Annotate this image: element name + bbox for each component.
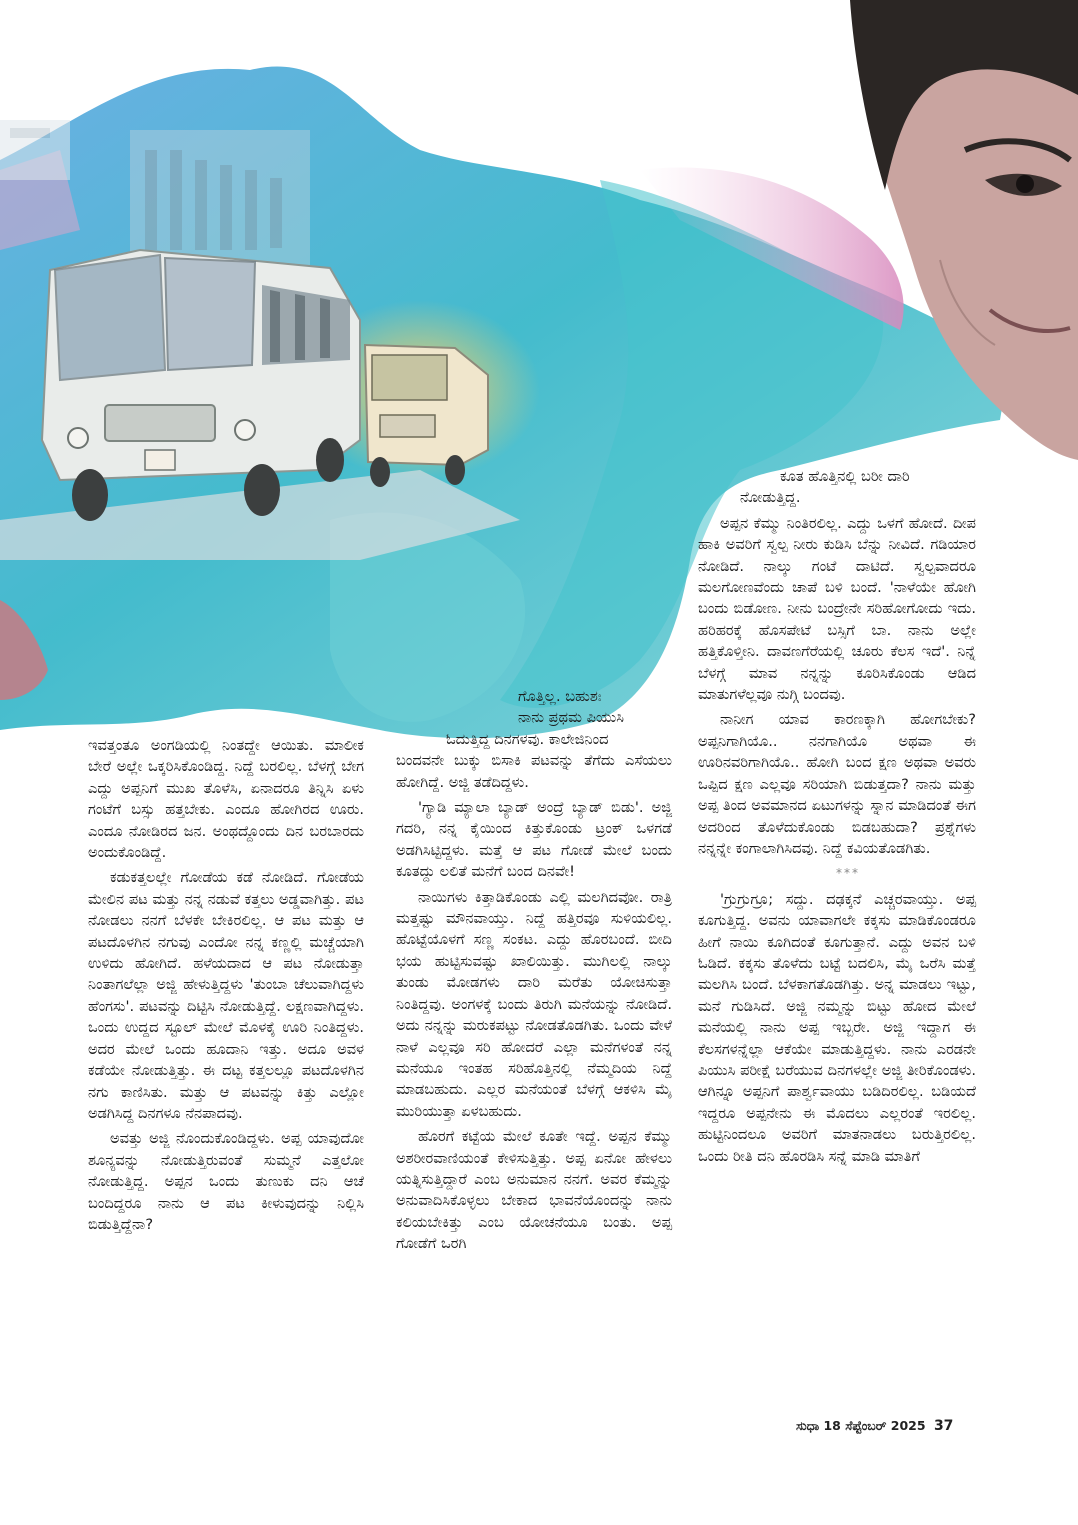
paragraph: ನಾನೀಗ ಯಾವ ಕಾರಣಕ್ಕಾಗಿ ಹೋಗಬೇಕು? ಅಪ್ಪನಿಗಾಗಿಯೊ.. ನನಗಾಗಿಯೊ ಅಥವಾ ಈ ಊರಿನವರಿಗಾಗಿಯೊ.. ಹೋಗಿ ಬಂದ ಕ್ಷಣ ಅಥವಾ ಅವರು ಒಪ್ಪಿದ ಕ್ಷಣ ಎಲ್ಲವೂ ಸರಿಯಾಗಿ ಬಿಡುತ್ತದಾ? ನಾನು ಮತ್ತು ಅಪ್ಪ ತಿಂದ ಅವಮಾನದ ಏಟುಗಳನ್ನು ಸ್ನಾನ ಮಾಡಿದಂತೆ ಈಗ ಅದರಿಂದ ತೊಳೆದುಕೊಂಡು ಬಿಡಬಹುದಾ? ಪ್ರಶ್ನೆಗಳು ನನ್ನನ್ನೇ ಕಂಗಾಲಾಗಿಸಿದವು. ನಿದ್ದೆ ಕವಿಯತೊಡಗಿತು.	[698, 711, 976, 857]
paragraph: ಹೊರಗೆ ಕಟ್ಟೆಯ ಮೇಲೆ ಕೂತೇ ಇದ್ದೆ. ಅಪ್ಪನ ಕೆಮ್ಮು ಅಶರೀರವಾಣಿಯಂತೆ ಕೇಳಿಸುತ್ತಿತ್ತು. ಅಪ್ಪ ಏನೋ ಹೇಳಲು ಯತ್ನಿಸುತ್ತಿದ್ದಾರೆ ಎಂಬ ಅನುಮಾನ ನನಗೆ. ಅವರ ಕೆಮ್ಮನ್ನು ಅನುವಾದಿಸಿಕೊಳ್ಳಲು ಬೇಕಾದ ಭಾವನೆಯೊಂದನ್ನು ನಾನು ಕಲಿಯಬೇಕಿತ್ತು ಎಂಬ ಯೋಚನೆಯೂ ಬಂತು. ಅಪ್ಪ ಗೋಡೆಗೆ ಒರಗಿ	[396, 1128, 672, 1253]
page-footer	[796, 1418, 953, 1434]
intro-line: ಓದುತ್ತಿದ್ದ ದಿನಗಳವು. ಕಾಲೇಜಿನಿಂದ	[446, 730, 609, 748]
intro-line: ನೋಡುತ್ತಿದ್ದ.	[740, 489, 801, 507]
intro-line: ಕೂತ ಹೊತ್ತಿನಲ್ಲಿ ಬರೀ ದಾರಿ	[780, 468, 910, 485]
intro-line: ನಾನು ಪ್ರಥಮ ಪಿಯುಸಿ	[518, 709, 624, 727]
page-number: 37	[933, 1418, 954, 1434]
paragraph: ಇವತ್ತಂತೂ ಅಂಗಡಿಯಲ್ಲಿ ನಿಂತದ್ದೇ ಆಯಿತು. ಮಾಲೀಕ ಬೇರೆ ಅಲ್ಲೇ ಒಕ್ಕರಿಸಿಕೊಂಡಿದ್ದ. ನಿದ್ದೆ ಬರಲಿಲ್ಲ. ಬೆಳಗ್ಗೆ ಬೇಗ ಎದ್ದು ಅಪ್ಪನಿಗೆ ಮುಖ ತೊಳೆಸಿ, ಏನಾದರೂ ತಿನ್ನಿಸಿ ಏಳು ಗಂಟೆಗೆ ಬಸ್ಸು ಹತ್ತಬೇಕು. ಎಂದೂ ಹೋಗಿರದ ಊರು. ಎಂದೂ ನೋಡಿರದ ಜನ. ಅಂಥದ್ದೊಂದು ದಿನ ಬರಬಾರದು ಅಂದುಕೊಂಡಿದ್ದೆ.	[88, 737, 364, 862]
section-separator: ***	[836, 866, 860, 881]
paragraph: ಕಡುಕತ್ತಲಲ್ಲೇ ಗೋಡೆಯ ಕಡೆ ನೋಡಿದೆ. ಗೋಡೆಯ ಮೇಲಿನ ಪಟ ಮತ್ತು ನನ್ನ ನಡುವೆ ಕತ್ತಲು ಅಡ್ಡವಾಗಿತ್ತು. ಪಟ ನೋಡಲು ನನಗೆ ಬೆಳಕೇ ಬೇಕಿರಲಿಲ್ಲ. ಆ ಪಟ ಮತ್ತು ಆ ಪಟದೊಳಗಿನ ನಗುವು ಎಂದೋ ನನ್ನ ಕಣ್ಣಲ್ಲಿ ಮಚ್ಚೆಯಾಗಿ ಉಳಿದು ಹೋಗಿದೆ. ಹಳೆಯದಾದ ಆ ಪಟ ನೋಡುತ್ತಾ ನಿಂತಾಗಲೆಲ್ಲಾ ಅಜ್ಜಿ ಹೇಳುತ್ತಿದ್ದಳು 'ತುಂಬಾ ಚೆಲುವಾಗಿದ್ದಳು ಹೆಂಗಸು'. ಪಟವನ್ನು ದಿಟ್ಟಿಸಿ ನೋಡುತ್ತಿದ್ದೆ. ಲಕ್ಷಣವಾಗಿದ್ದಳು. ಒಂದು ಉದ್ದದ ಸ್ಟೂಲ್ ಮೇಲೆ ಮೊಳಕೈ ಊರಿ ನಿಂತಿದ್ದಳು. ಅದರ ಮೇಲೆ ಒಂದು ಹೂದಾನಿ ಇತ್ತು. ಅದೂ ಅವಳ ಕಡೆಯೇ ನೋಡುತ್ತಿತ್ತು. ಈ ದಟ್ಟ ಕತ್ತಲಲ್ಲೂ ಪಟದೊಳಗಿನ ನಗು ಕಾಣಿಸಿತು. ಮತ್ತು ಆ ಪಟವನ್ನು ಕಿತ್ತು ಎಲ್ಲೋ ಅಡಗಿಸಿದ್ದ ದಿನಗಳೂ ನೆನಪಾದವು.	[88, 869, 364, 1122]
paragraph: 'ಗ್ಯಾಡಿ ಮ್ಯಾಲಾ ಬ್ಯಾಡ್ ಅಂದ್ರೆ ಬ್ಯಾಡ್ ಬಿಡು'. ಅಜ್ಜಿ ಗದರಿ, ನನ್ನ ಕೈಯಿಂದ ಕಿತ್ತುಕೊಂಡು ಟ್ರಂಕ್ ಒಳಗಡೆ ಅಡಗಿಸಿಟ್ಟಿದ್ದಳು. ಮತ್ತೆ ಆ ಪಟ ಗೋಡೆ ಮೇಲೆ ಬಂದು ಕೂತದ್ದು ಲಲಿತೆ ಮನೆಗೆ ಬಂದ ದಿನವೇ!	[396, 799, 672, 881]
text-column-2	[396, 686, 672, 1259]
paragraph: ನಾಯಿಗಳು ಕಿತ್ತಾಡಿಕೊಂಡು ಎಲ್ಲಿ ಮಲಗಿದವೋ. ರಾತ್ರಿ ಮತ್ತಷ್ಟು ಮೌನವಾಯ್ತು. ನಿದ್ದೆ ಹತ್ತಿರವೂ ಸುಳಿಯಲಿಲ್ಲ. ಹೊಟ್ಟೆಯೊಳಗೆ ಸಣ್ಣ ಸಂಕಟ. ಎದ್ದು ಹೊರಬಂದೆ. ಬೀದಿ ಭಯ ಹುಟ್ಟಿಸುವಷ್ಟು ಖಾಲಿಯಿತ್ತು. ಮುಗಿಲಲ್ಲಿ ನಾಲ್ಕು ತುಂಡು ಮೋಡಗಳು ದಾರಿ ಮರೆತು ಯೋಚಿಸುತ್ತಾ ನಿಂತಿದ್ದವು. ಅಂಗಳಕ್ಕೆ ಬಂದು ತಿರುಗಿ ಮನೆಯನ್ನು ನೋಡಿದೆ. ಅದು ನನ್ನನ್ನು ಮರುಕಪಟ್ಟು ನೋಡತೊಡಗಿತು. ಒಂದು ವೇಳೆ ನಾಳೆ ಎಲ್ಲವೂ ಸರಿ ಹೋದರೆ ಎಲ್ಲಾ ಮನೆಗಳಂತೆ ನನ್ನ ಮನೆಯೂ ಇಂತಹ ಸರಿಹೊತ್ತಿನಲ್ಲಿ ನೆಮ್ಮದಿಯ ನಿದ್ದೆ ಮಾಡಬಹುದು. ಎಲ್ಲರ ಮನೆಯಂತೆ ಬೆಳಗ್ಗೆ ಆಕಳಿಸಿ ಮೈ ಮುರಿಯುತ್ತಾ ಏಳಬಹುದು.	[396, 888, 672, 1120]
magazine-name: ಸುಧಾ	[796, 1418, 820, 1433]
paragraph: ಅವತ್ತು ಅಜ್ಜಿ ನೊಂದುಕೊಂಡಿದ್ದಳು. ಅಪ್ಪ ಯಾವುದೋ ಶೂನ್ಯವನ್ನು ನೋಡುತ್ತಿರುವಂತೆ ಸುಮ್ಮನೆ ಎತ್ತಲೋ ನೋಡುತ್ತಿದ್ದ. ಅಪ್ಪನ ಒಂದು ತುಣುಕು ದನಿ ಆಚೆ ಬಂದಿದ್ದರೂ ನಾನು ಆ ಪಟ ಕೀಳುವುದನ್ನು ನಿಲ್ಲಿಸಿ ಬಿಡುತ್ತಿದ್ದೆನಾ?	[88, 1130, 364, 1233]
paragraph: ಅಪ್ಪನ ಕೆಮ್ಮು ನಿಂತಿರಲಿಲ್ಲ. ಎದ್ದು ಒಳಗೆ ಹೋದೆ. ದೀಪ ಹಾಕಿ ಅವರಿಗೆ ಸ್ವಲ್ಪ ನೀರು ಕುಡಿಸಿ ಬೆನ್ನು ನೀವಿದೆ. ಗಡಿಯಾರ ನೋಡಿದೆ. ನಾಲ್ಕು ಗಂಟೆ ದಾಟಿದೆ. ಸ್ವಲ್ಪವಾದರೂ ಮಲಗೋಣವೆಂದು ಚಾಪೆ ಬಳಿ ಬಂದೆ. 'ನಾಳೆಯೇ ಹೋಗಿ ಬಂದು ಬಿಡೋಣ. ನೀನು ಬಂದ್ರೇನೇ ಸರಿಹೋಗೋದು ಇದು. ಹರಿಹರಕ್ಕೆ ಹೊಸಪೇಟೆ ಬಸ್ಸಿಗೆ ಬಾ. ನಾನು ಅಲ್ಲೇ ಹತ್ತಿಕೊಳ್ತೀನಿ. ದಾವಣಗೆರೆಯಲ್ಲಿ ಚೂರು ಕೆಲಸ ಇದೆ'. ನಿನ್ನೆ ಬೆಳಗ್ಗೆ ಮಾವ ನನ್ನನ್ನು ಕೂರಿಸಿಕೊಂಡು ಆಡಿದ ಮಾತುಗಳೆಲ್ಲವೂ ನುಗ್ಗಿ ಬಂದವು.	[698, 514, 976, 704]
paragraph: ಬಂದವನೇ ಬುಕ್ಕು ಬಿಸಾಕಿ ಪಟವನ್ನು ತೆಗೆದು ಎಸೆಯಲು ಹೋಗಿದ್ದೆ. ಅಜ್ಜಿ ತಡೆದಿದ್ದಳು.	[396, 752, 672, 791]
intro-line: ಗೊತ್ತಿಲ್ಲ. ಬಹುಶಃ	[518, 688, 602, 705]
text-column-3	[698, 466, 976, 1171]
issue-date: 18 ಸೆಪ್ಟೆಂಬರ್ 2025	[823, 1418, 926, 1433]
text-column-1	[88, 735, 364, 1239]
paragraph: 'ಗ್ರುಗ್ರುಗ್ರೂ; ಸದ್ದು. ದಢಕ್ಕನೆ ಎಚ್ಚರವಾಯ್ತು. ಅಪ್ಪ ಕೂಗುತ್ತಿದ್ದ. ಅವನು ಯಾವಾಗಲೇ ಕಕ್ಕಸು ಮಾಡಿಕೊಂಡರೂ ಹೀಗೆ ನಾಯಿ ಕೂಗಿದಂತೆ ಕೂಗುತ್ತಾನೆ. ಎದ್ದು ಅವನ ಬಳಿ ಓಡಿದೆ. ಕಕ್ಕಸು ತೊಳೆದು ಬಟ್ಟೆ ಬದಲಿಸಿ, ಮೈ ಒರೆಸಿ ಮತ್ತೆ ಮಲಗಿಸಿ ಬಂದೆ. ಬೆಳಕಾಗತೊಡಗಿತ್ತು. ಅನ್ನ ಮಾಡಲು ಇಟ್ಟು, ಮನೆ ಗುಡಿಸಿದೆ. ಅಜ್ಜಿ ನಮ್ಮನ್ನು ಬಿಟ್ಟು ಹೋದ ಮೇಲೆ ಮನೆಯಲ್ಲಿ ನಾನು ಅಪ್ಪ ಇಬ್ಬರೇ. ಅಜ್ಜಿ ಇದ್ದಾಗ ಈ ಕೆಲಸಗಳನ್ನೆಲ್ಲಾ ಆಕೆಯೇ ಮಾಡುತ್ತಿದ್ದಳು. ನಾನು ಎರಡನೇ ಪಿಯುಸಿ ಪರೀಕ್ಷೆ ಬರೆಯುವ ದಿನಗಳಲ್ಲೇ ಅಜ್ಜಿ ತೀರಿಕೊಂಡಳು. ಆಗಿನ್ನೂ ಅಪ್ಪನಿಗೆ ಪಾರ್ಶ್ವವಾಯು ಬಡಿದಿರಲಿಲ್ಲ. ಬಡಿಯದೆ ಇದ್ದರೂ ಅಪ್ಪನೇನು ಈ ಮೊದಲು ಎಲ್ಲರಂತೆ ಇರಲಿಲ್ಲ. ಹುಟ್ಟಿನಿಂದಲೂ ಅವರಿಗೆ ಮಾತನಾಡಲು ಬರುತ್ತಿರಲಿಲ್ಲ. ಒಂದು ರೀತಿ ದನಿ ಹೊರಡಿಸಿ ಸನ್ನೆ ಮಾಡಿ ಮಾತಿಗೆ	[698, 890, 976, 1165]
